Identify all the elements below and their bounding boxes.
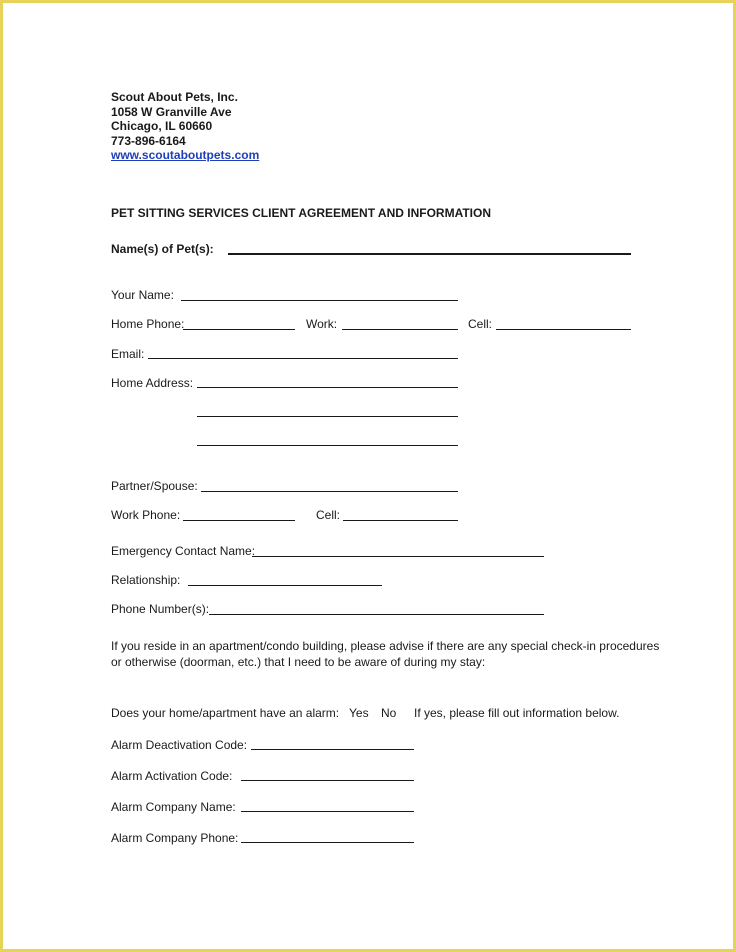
alarm-company-phone-label: Alarm Company Phone: xyxy=(111,831,239,845)
email-label: Email: xyxy=(111,347,145,361)
work-label: Work: xyxy=(306,317,338,331)
form-title: PET SITTING SERVICES CLIENT AGREEMENT AND INFORMATION xyxy=(111,206,492,220)
alarm-deactivation-label: Alarm Deactivation Code: xyxy=(111,738,248,752)
partner-cell-field[interactable] xyxy=(343,520,458,521)
company-name: Scout About Pets, Inc. xyxy=(111,90,238,104)
company-city: Chicago, IL 60660 xyxy=(111,119,213,133)
phone-numbers-label: Phone Number(s): xyxy=(111,602,210,616)
partner-work-phone-field[interactable] xyxy=(183,520,295,521)
alarm-no-option[interactable]: No xyxy=(381,706,397,720)
alarm-company-phone-field[interactable] xyxy=(241,842,414,843)
emergency-contact-field[interactable] xyxy=(252,556,544,557)
relationship-field[interactable] xyxy=(188,585,382,586)
your-name-label: Your Name: xyxy=(111,288,174,302)
company-website-link[interactable]: www.scoutaboutpets.com xyxy=(111,148,260,162)
phone-numbers-field[interactable] xyxy=(209,614,544,615)
alarm-company-name-field[interactable] xyxy=(241,811,414,812)
partner-cell-label: Cell: xyxy=(316,508,341,522)
work-phone-field[interactable] xyxy=(342,329,458,330)
email-field[interactable] xyxy=(148,358,458,359)
home-address-field-2[interactable] xyxy=(197,416,458,417)
your-name-field[interactable] xyxy=(181,300,458,301)
home-phone-label: Home Phone: xyxy=(111,317,185,331)
alarm-question: Does your home/apartment have an alarm: xyxy=(111,706,340,720)
home-address-field-1[interactable] xyxy=(197,387,458,388)
relationship-label: Relationship: xyxy=(111,573,181,587)
pet-names-field[interactable] xyxy=(228,253,631,255)
cell-label: Cell: xyxy=(468,317,493,331)
company-phone: 773-896-6164 xyxy=(111,133,186,148)
alarm-activation-label: Alarm Activation Code: xyxy=(111,769,233,783)
alarm-company-name-label: Alarm Company Name: xyxy=(111,800,236,814)
alarm-deactivation-field[interactable] xyxy=(251,749,414,750)
emergency-contact-label: Emergency Contact Name: xyxy=(111,544,256,558)
home-address-field-3[interactable] xyxy=(197,445,458,446)
alarm-note: If yes, please fill out information below. xyxy=(414,706,620,720)
pet-names-label: Name(s) of Pet(s): xyxy=(111,242,214,256)
partner-field[interactable] xyxy=(201,491,458,492)
company-street: 1058 W Granville Ave xyxy=(111,104,232,119)
partner-label: Partner/Spouse: xyxy=(111,479,198,493)
home-address-label: Home Address: xyxy=(111,376,194,390)
checkin-instructions: If you reside in an apartment/condo building, please advise if there are any special check-in procedures or otherwise (doorman, etc.) that I need to be aware of during my stay: xyxy=(111,639,660,669)
work-phone-label: Work Phone: xyxy=(111,508,181,522)
cell-phone-field[interactable] xyxy=(496,329,631,330)
alarm-activation-field[interactable] xyxy=(241,780,414,781)
company-header xyxy=(111,90,259,163)
home-phone-field[interactable] xyxy=(183,329,295,330)
alarm-yes-option[interactable]: Yes xyxy=(349,706,369,720)
